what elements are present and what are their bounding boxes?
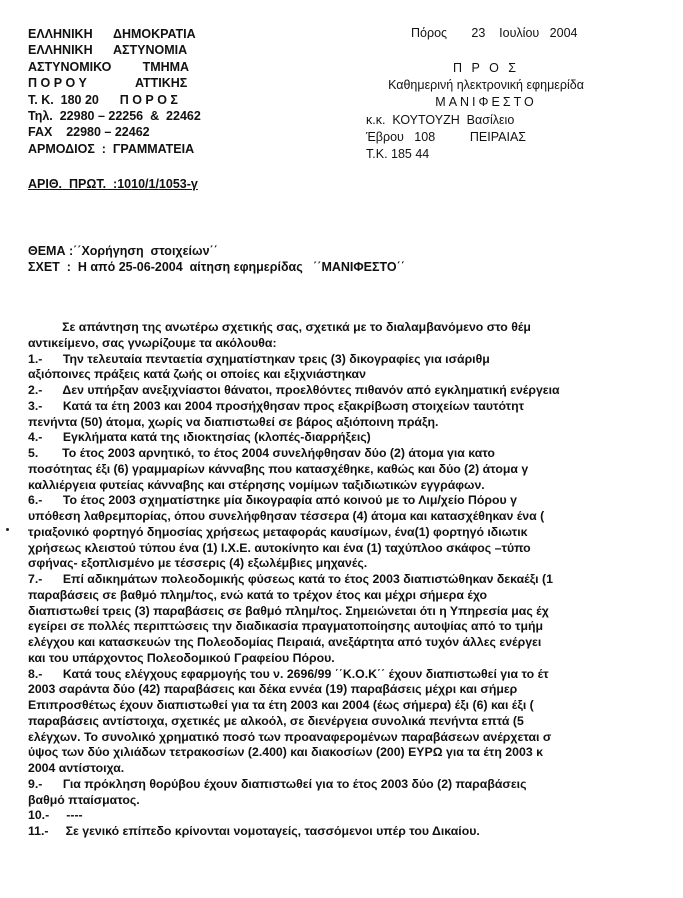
sender-line: ΑΡΜΟΔΙΟΣ : ΓΡΑΜΜΑΤΕΙΑ xyxy=(28,141,195,156)
protocol-number: ΑΡΙΘ. ΠΡΩΤ. :1010/1/1053-γ xyxy=(28,177,198,191)
body-line: διαπιστωθεί τρεις (3) παραβάσεις σε βαθμό πλημ/τος. Σημειώνεται ότι η Υπηρεσία μας έχ xyxy=(28,603,549,618)
body-line: χρήσεως κλειστού τύπου ένα (1) Ι.Χ.Ε. αυτοκίνητο και ένα (1) ταχύπλοο σκάφος –τύπο xyxy=(28,540,531,555)
sender-line: FAX 22980 – 22462 xyxy=(28,125,150,140)
body-line: 11.- Σε γενικό επίπεδο κρίνονται νομοταγείς, τασσόμενοι υπέρ του Δικαίου. xyxy=(28,824,480,838)
recipient-heading: Π Ρ Ο Σ xyxy=(452,61,519,75)
body-line: 2.- Δεν υπήρξαν ανεξιχνίαστοι θάνατοι, προελθόντες πιθανόν από εγκληματική ενέργεια xyxy=(28,383,560,397)
body-line: 2003 σαράντα δύο (42) παραβάσεις και δέκα εννέα (19) παραβάσεις μέχρι και σήμερ xyxy=(28,682,518,697)
recipient-line: κ.κ. ΚΟΥΤΟΥΖΗ Βασίλειο xyxy=(366,112,515,127)
recipient-block xyxy=(366,60,606,163)
body-line: 8.- Κατά τους ελέγχους εφαρμογής του ν. 2696/99 ΄΄Κ.Ο.Κ΄΄ έχουν διαπιστωθεί για το έτ xyxy=(28,666,549,681)
body-line: 1.- Την τελευταία πενταετία σχηματίστηκαν τρεις (3) δικογραφίες για ισάριθμ xyxy=(28,351,490,366)
sender-line: ΕΛΛΗΝΙΚΗ ΔΗΜΟΚΡΑΤΙΑ xyxy=(28,27,196,41)
body-line: 3.- Κατά τα έτη 2003 και 2004 προσήχθησαν προς εξακρίβωση στοιχείων ταυτότητ xyxy=(28,398,525,413)
subject-line: ΘΕΜΑ :΄΄Χορήγηση στοιχείων΄΄ xyxy=(28,244,218,258)
body-line: ελέγχου και κατασκευών της Πολεοδομίας Πειραιά, ανεξάρτητα από τυχόν άλλες ενέργει xyxy=(28,635,542,649)
body-line: Επιπροσθέτως έχουν διαπιστωθεί για τα έτη 2003 και 2004 (έως σήμερα) έξι (6) και έξι ( xyxy=(28,698,534,712)
body-line: υπόθεση λαθρεμπορίας, όπου συνελήφθησαν τέσσερα (4) άτομα και κατασχέθηκαν ένα ( xyxy=(28,509,545,523)
body-line: εγείρει σε πολλές περιπτώσεις την διαδικασία πραγματοποίησης αυτοψίας από το τμήμ xyxy=(28,619,544,634)
sender-line: Τ. Κ. 180 20 Π Ο Ρ Ο Σ xyxy=(28,92,178,107)
reference-line: ΣΧΕΤ : Η από 25-06-2004 αίτηση εφημερίδας ΄΄ΜΑΝΙΦΕΣΤΟ΄΄ xyxy=(28,260,405,274)
body-line: 4.- Εγκλήματα κατά της ιδιοκτησίας (κλοπές-διαρρήξεις) xyxy=(28,430,371,445)
body-line: βαθμό πταίσματος. xyxy=(28,792,140,807)
body-line: αξιόποινες πράξεις κατά ζωής οι οποίες και εξιχνιάστηκαν xyxy=(28,367,366,382)
body-line: 7.- Επί αδικημάτων πολεοδομικής φύσεως κατά το έτος 2003 διαπιστώθηκαν δεκαέξι (1 xyxy=(28,572,553,586)
body-line: 10.- ---- xyxy=(28,808,83,823)
dateline: Πόρος 23 Ιουλίου 2004 xyxy=(411,26,578,40)
body-line: ελέγχων. Το συνολικό χρηματικό ποσό των προαναφερομένων παραβάσεων ανέρχεται σ xyxy=(28,729,552,744)
body-line: παραβάσεις αντίστοιχα, σχετικές με αλκοόλ, σε διενέργεια συνολικά πενήντα επτά (5 xyxy=(28,713,524,728)
sender-block xyxy=(28,26,201,157)
sender-line: ΑΣΤΥΝΟΜΙΚΟ ΤΜΗΜΑ xyxy=(28,59,190,74)
body-line: 5. Το έτος 2003 αρνητικό, το έτος 2004 συνελήφθησαν δύο (2) άτομα για κατο xyxy=(28,446,495,460)
recipient-line: ΜΑΝΙΦΕΣΤΟ xyxy=(435,95,537,110)
body-line: αντικείμενο, σας γνωρίζουμε τα ακόλουθα: xyxy=(28,335,277,350)
body-line: καλλιέργεια φυτείας κάνναβης και στέρησης νομίμων ταξιδιωτικών εγγράφων. xyxy=(28,477,485,492)
body-line: Σε απάντηση της ανωτέρω σχετικής σας, σχετικά με το διαλαμβανόμενο στο θέμ xyxy=(28,320,531,334)
body-line: 9.- Για πρόκληση θορύβου έχουν διαπιστωθεί για το έτος 2003 δύο (2) παραβάσεις xyxy=(28,776,527,791)
body-line: 2004 αντίστοιχα. xyxy=(28,761,125,775)
sender-line: Π Ο Ρ Ο Υ ΑΤΤΙΚΗΣ xyxy=(28,76,188,91)
body-line: ποσότητας έξι (6) γραμμαρίων κάνναβης που κατασχέθηκε, καθώς και δύο (2) άτομα γ xyxy=(28,461,529,476)
letter-body xyxy=(28,320,683,840)
body-line: παραβάσεις σε βαθμό πλημ/τος, ενώ κατά το τρέχον έτος και μέχρι σήμερα έχο xyxy=(28,587,488,602)
recipient-line: Τ.Κ. 185 44 xyxy=(366,147,430,162)
sender-line: Τηλ. 22980 – 22256 & 22462 xyxy=(28,109,201,124)
body-line: πενήντα (50) άτομα, χωρίς να διαπιστωθεί σε βάρος αξιόποινη πράξη. xyxy=(28,414,439,429)
recipient-line: Έβρου 108 ΠΕΙΡΑΙΑΣ xyxy=(366,129,527,144)
scan-speck xyxy=(6,528,9,531)
subject-block xyxy=(28,243,405,275)
body-line: και του υπάρχοντος Πολεοδομικού Γραφείου Πόρου. xyxy=(28,650,335,665)
body-line: τριαξονικό φορτηγό δημοσίας χρήσεως μεταφοράς καυσίμων, ένα(1) φορτηγό ιδιωτικ xyxy=(28,524,528,539)
body-line: ύψος των δύο χιλιάδων τετρακοσίων (2.400) και διακοσίων (200) ΕΥΡΩ για τα έτη 2003 κ xyxy=(28,745,543,760)
recipient-line: Καθημερινή ηλεκτρονική εφημερίδα xyxy=(388,78,584,93)
sender-line: ΕΛΛΗΝΙΚΗ ΑΣΤΥΝΟΜΙΑ xyxy=(28,43,188,58)
body-line: σφήνας- εξοπλισμένο με τέσσερις (4) εξωλέμβιες μηχανές. xyxy=(28,556,368,571)
body-line: 6.- Το έτος 2003 σχηματίστηκε μία δικογραφία από κοινού με το Λιμ/χείο Πόρου γ xyxy=(28,493,517,508)
